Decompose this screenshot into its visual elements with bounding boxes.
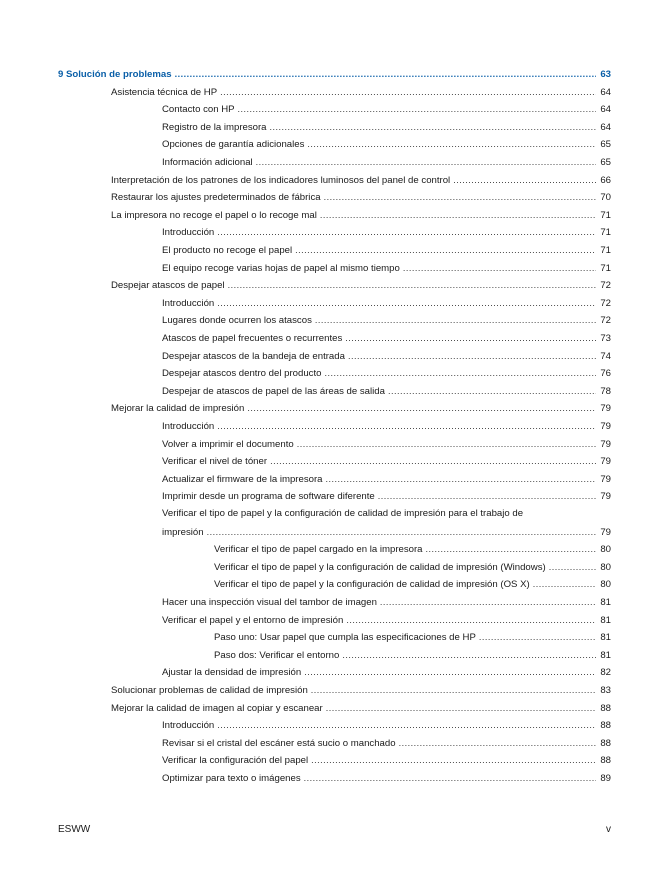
toc-entry[interactable]: [162, 735, 611, 751]
toc-entry[interactable]: [214, 559, 611, 575]
toc-entry-title: Restaurar los ajustes predeterminados de fábrica: [111, 192, 321, 203]
toc-entry-title: Opciones de garantía adicionales: [162, 139, 305, 150]
toc-entry-title: Asistencia técnica de HP: [111, 87, 218, 98]
toc-page-number: 81: [600, 615, 611, 626]
toc-entry[interactable]: [162, 119, 611, 135]
toc-entry-title: Interpretación de los patrones de los indicadores luminosos del panel de control: [111, 175, 451, 186]
toc-page-number: 71: [600, 227, 611, 238]
toc-entry-title: Introducción: [162, 227, 215, 238]
toc-page-number: 63: [600, 69, 611, 80]
toc-entry-title: Mejorar la calidad de imagen al copiar y escanear: [111, 703, 323, 714]
toc-dot-leader: [399, 735, 596, 751]
toc-entry-title: 9 Solución de problemas: [58, 69, 172, 80]
toc-dot-leader: [348, 348, 596, 364]
toc-dot-leader: [295, 242, 596, 258]
toc-dot-leader: [345, 330, 596, 346]
toc-entry[interactable]: [111, 207, 611, 223]
toc-page-number: 79: [600, 491, 611, 502]
toc-entry[interactable]: [162, 612, 611, 628]
toc-entry-title: Paso dos: Verificar el entorno: [214, 650, 340, 661]
toc-entry[interactable]: [111, 277, 611, 293]
toc-page-number: 80: [600, 562, 611, 573]
toc-entry-title: Verificar el nivel de tóner: [162, 456, 268, 467]
toc-dot-leader: [304, 664, 596, 680]
toc-dot-leader: [320, 207, 596, 223]
toc-page-number: 80: [600, 544, 611, 555]
toc-entry[interactable]: [162, 295, 611, 311]
toc-entry-title: Verificar el tipo de papel y la configuración de calidad de impresión (Windows): [214, 562, 546, 573]
toc-dot-leader: [380, 594, 596, 610]
toc-entry[interactable]: [162, 312, 611, 328]
toc-page-number: 79: [600, 474, 611, 485]
toc-page-number: 79: [600, 403, 611, 414]
toc-page-number: 89: [600, 773, 611, 784]
toc-chapter-entry[interactable]: [58, 66, 611, 82]
toc-entry[interactable]: [214, 647, 611, 663]
toc-entry[interactable]: [111, 682, 611, 698]
toc-dot-leader: [256, 154, 596, 170]
toc-page-number: 88: [600, 755, 611, 766]
toc-entry-title: Despejar atascos de la bandeja de entrada: [162, 351, 345, 362]
toc-page-number: 64: [600, 104, 611, 115]
toc-page-number: 88: [600, 720, 611, 731]
toc-entry-title: Verificar el tipo de papel y la configuración de calidad de impresión (OS X): [214, 579, 530, 590]
toc-page-number: 81: [600, 632, 611, 643]
toc-page-number: 82: [600, 667, 611, 678]
toc-entry[interactable]: [162, 594, 611, 610]
toc-entry[interactable]: [162, 242, 611, 258]
toc-dot-leader: [207, 524, 596, 540]
toc-entry[interactable]: [162, 524, 611, 540]
toc-entry[interactable]: [162, 506, 611, 522]
toc-dot-leader: [175, 66, 596, 82]
toc-dot-leader: [311, 682, 596, 698]
toc-page-number: 88: [600, 738, 611, 749]
toc-entry[interactable]: [214, 541, 611, 557]
toc-entry-title: Hacer una inspección visual del tambor de imagen: [162, 597, 377, 608]
toc-dot-leader: [228, 277, 596, 293]
toc-page-number: 88: [600, 703, 611, 714]
toc-page-number: 65: [600, 157, 611, 168]
toc-page-number: 64: [600, 122, 611, 133]
toc-dot-leader: [342, 647, 596, 663]
toc-page-number: 80: [600, 579, 611, 590]
toc-entry[interactable]: [214, 629, 611, 645]
toc-entry-title: Paso uno: Usar papel que cumpla las especificaciones de HP: [214, 632, 476, 643]
toc-entry-title: Verificar el papel y el entorno de impresión: [162, 615, 344, 626]
footer-left-label: ESWW: [58, 824, 91, 835]
toc-entry-title: Revisar si el cristal del escáner está sucio o manchado: [162, 738, 396, 749]
toc-entry[interactable]: [162, 383, 611, 399]
toc-dot-leader: [270, 453, 596, 469]
toc-entry-title: Despejar de atascos de papel de las áreas de salida: [162, 386, 385, 397]
toc-dot-leader: [324, 189, 596, 205]
toc-entry[interactable]: [162, 224, 611, 240]
toc-page-number: 79: [600, 456, 611, 467]
toc-page-number: 79: [600, 527, 611, 538]
toc-entry[interactable]: [111, 172, 611, 188]
toc-dot-leader: [346, 612, 596, 628]
toc-entry[interactable]: [162, 330, 611, 346]
toc-page-number: 70: [600, 192, 611, 203]
toc-dot-leader: [403, 260, 596, 276]
toc-page-number: 64: [600, 87, 611, 98]
toc-dot-leader: [326, 700, 596, 716]
toc-entry-title: Introducción: [162, 298, 215, 309]
toc-page-number: 72: [600, 315, 611, 326]
toc-entry-title: Introducción: [162, 720, 215, 731]
toc-entry-title: Información adicional: [162, 157, 253, 168]
toc-dot-leader: [311, 752, 596, 768]
toc-entry-title: Introducción: [162, 421, 215, 432]
toc-dot-leader: [217, 295, 596, 311]
toc-entry-title: Verificar el tipo de papel cargado en la impresora: [214, 544, 423, 555]
toc-dot-leader: [326, 471, 597, 487]
toc-entry[interactable]: [162, 348, 611, 364]
toc-entry[interactable]: [162, 717, 611, 733]
toc-entry-title: Despejar atascos dentro del producto: [162, 368, 322, 379]
toc-entry-title: Mejorar la calidad de impresión: [111, 403, 245, 414]
toc-page-number: 83: [600, 685, 611, 696]
toc-entry[interactable]: [162, 770, 611, 786]
toc-page-number: 72: [600, 298, 611, 309]
toc-dot-leader: [238, 101, 596, 117]
toc-page-number: 65: [600, 139, 611, 150]
toc-entry[interactable]: [162, 488, 611, 504]
toc-dot-leader: [297, 436, 596, 452]
toc-page-number: 78: [600, 386, 611, 397]
toc-dot-leader: [270, 119, 596, 135]
toc-dot-leader: [217, 224, 596, 240]
toc-entry[interactable]: [162, 664, 611, 680]
toc-page-number: 81: [600, 597, 611, 608]
toc-dot-leader: [533, 576, 596, 592]
toc-entry-title: Volver a imprimir el documento: [162, 439, 294, 450]
toc-page-number: 76: [600, 368, 611, 379]
toc-entry-title: Solucionar problemas de calidad de impresión: [111, 685, 308, 696]
toc-entry-title: Despejar atascos de papel: [111, 280, 225, 291]
toc-entry-title: Actualizar el firmware de la impresora: [162, 474, 323, 485]
toc-page-number: 73: [600, 333, 611, 344]
toc-entry-title: Ajustar la densidad de impresión: [162, 667, 302, 678]
toc-dot-leader: [388, 383, 596, 399]
toc-entry[interactable]: [111, 189, 611, 205]
toc-dot-leader: [453, 172, 596, 188]
toc-page-number: 71: [600, 210, 611, 221]
toc-dot-leader: [304, 770, 596, 786]
toc-page-number: 71: [600, 263, 611, 274]
toc-dot-leader: [479, 629, 596, 645]
toc-page-number: 81: [600, 650, 611, 661]
toc-entry[interactable]: [162, 436, 611, 452]
footer-page-number: v: [606, 824, 611, 835]
toc-entry-title: Optimizar para texto o imágenes: [162, 773, 301, 784]
toc-dot-leader: [217, 418, 596, 434]
toc-entry[interactable]: [162, 260, 611, 276]
toc-entry[interactable]: [111, 84, 611, 100]
toc-entry[interactable]: [162, 154, 611, 170]
toc-dot-leader: [549, 559, 596, 575]
toc-entry-title: Registro de la impresora: [162, 122, 267, 133]
toc-entry-title: La impresora no recoge el papel o lo recoge mal: [111, 210, 317, 221]
toc-page-number: 66: [600, 175, 611, 186]
toc-entry[interactable]: [162, 471, 611, 487]
toc-entry-title: Atascos de papel frecuentes o recurrentes: [162, 333, 343, 344]
toc-page-number: 79: [600, 439, 611, 450]
toc-entry-title: Verificar el tipo de papel y la configuración de calidad de impresión para el trabajo de: [162, 508, 524, 519]
toc-dot-leader: [220, 84, 596, 100]
toc-dot-leader: [307, 136, 596, 152]
toc-entry[interactable]: [162, 453, 611, 469]
toc-entry-title: El producto no recoge el papel: [162, 245, 293, 256]
toc-page-number: 79: [600, 421, 611, 432]
toc-entry[interactable]: [162, 418, 611, 434]
toc-entry-title: Imprimir desde un programa de software diferente: [162, 491, 375, 502]
toc-dot-leader: [217, 717, 596, 733]
toc-entry-title: El equipo recoge varias hojas de papel al mismo tiempo: [162, 263, 400, 274]
toc-entry-title: Contacto con HP: [162, 104, 235, 115]
toc-page-number: 72: [600, 280, 611, 291]
toc-entry-title: Lugares donde ocurren los atascos: [162, 315, 312, 326]
toc-entry[interactable]: [162, 365, 611, 381]
toc-entry[interactable]: [162, 752, 611, 768]
toc-entry[interactable]: [111, 400, 611, 416]
toc-entry-title: Verificar la configuración del papel: [162, 755, 309, 766]
toc-dot-leader: [247, 400, 596, 416]
toc-entry[interactable]: [162, 136, 611, 152]
toc-dot-leader: [426, 541, 596, 557]
toc-page-number: 74: [600, 351, 611, 362]
toc-dot-leader: [378, 488, 596, 504]
toc-entry[interactable]: [214, 576, 611, 592]
toc-dot-leader: [324, 365, 596, 381]
toc-entry[interactable]: [162, 101, 611, 117]
toc-entry[interactable]: [111, 700, 611, 716]
toc-entry-title: impresión: [162, 527, 204, 538]
toc-dot-leader: [315, 312, 596, 328]
toc-page-number: 71: [600, 245, 611, 256]
